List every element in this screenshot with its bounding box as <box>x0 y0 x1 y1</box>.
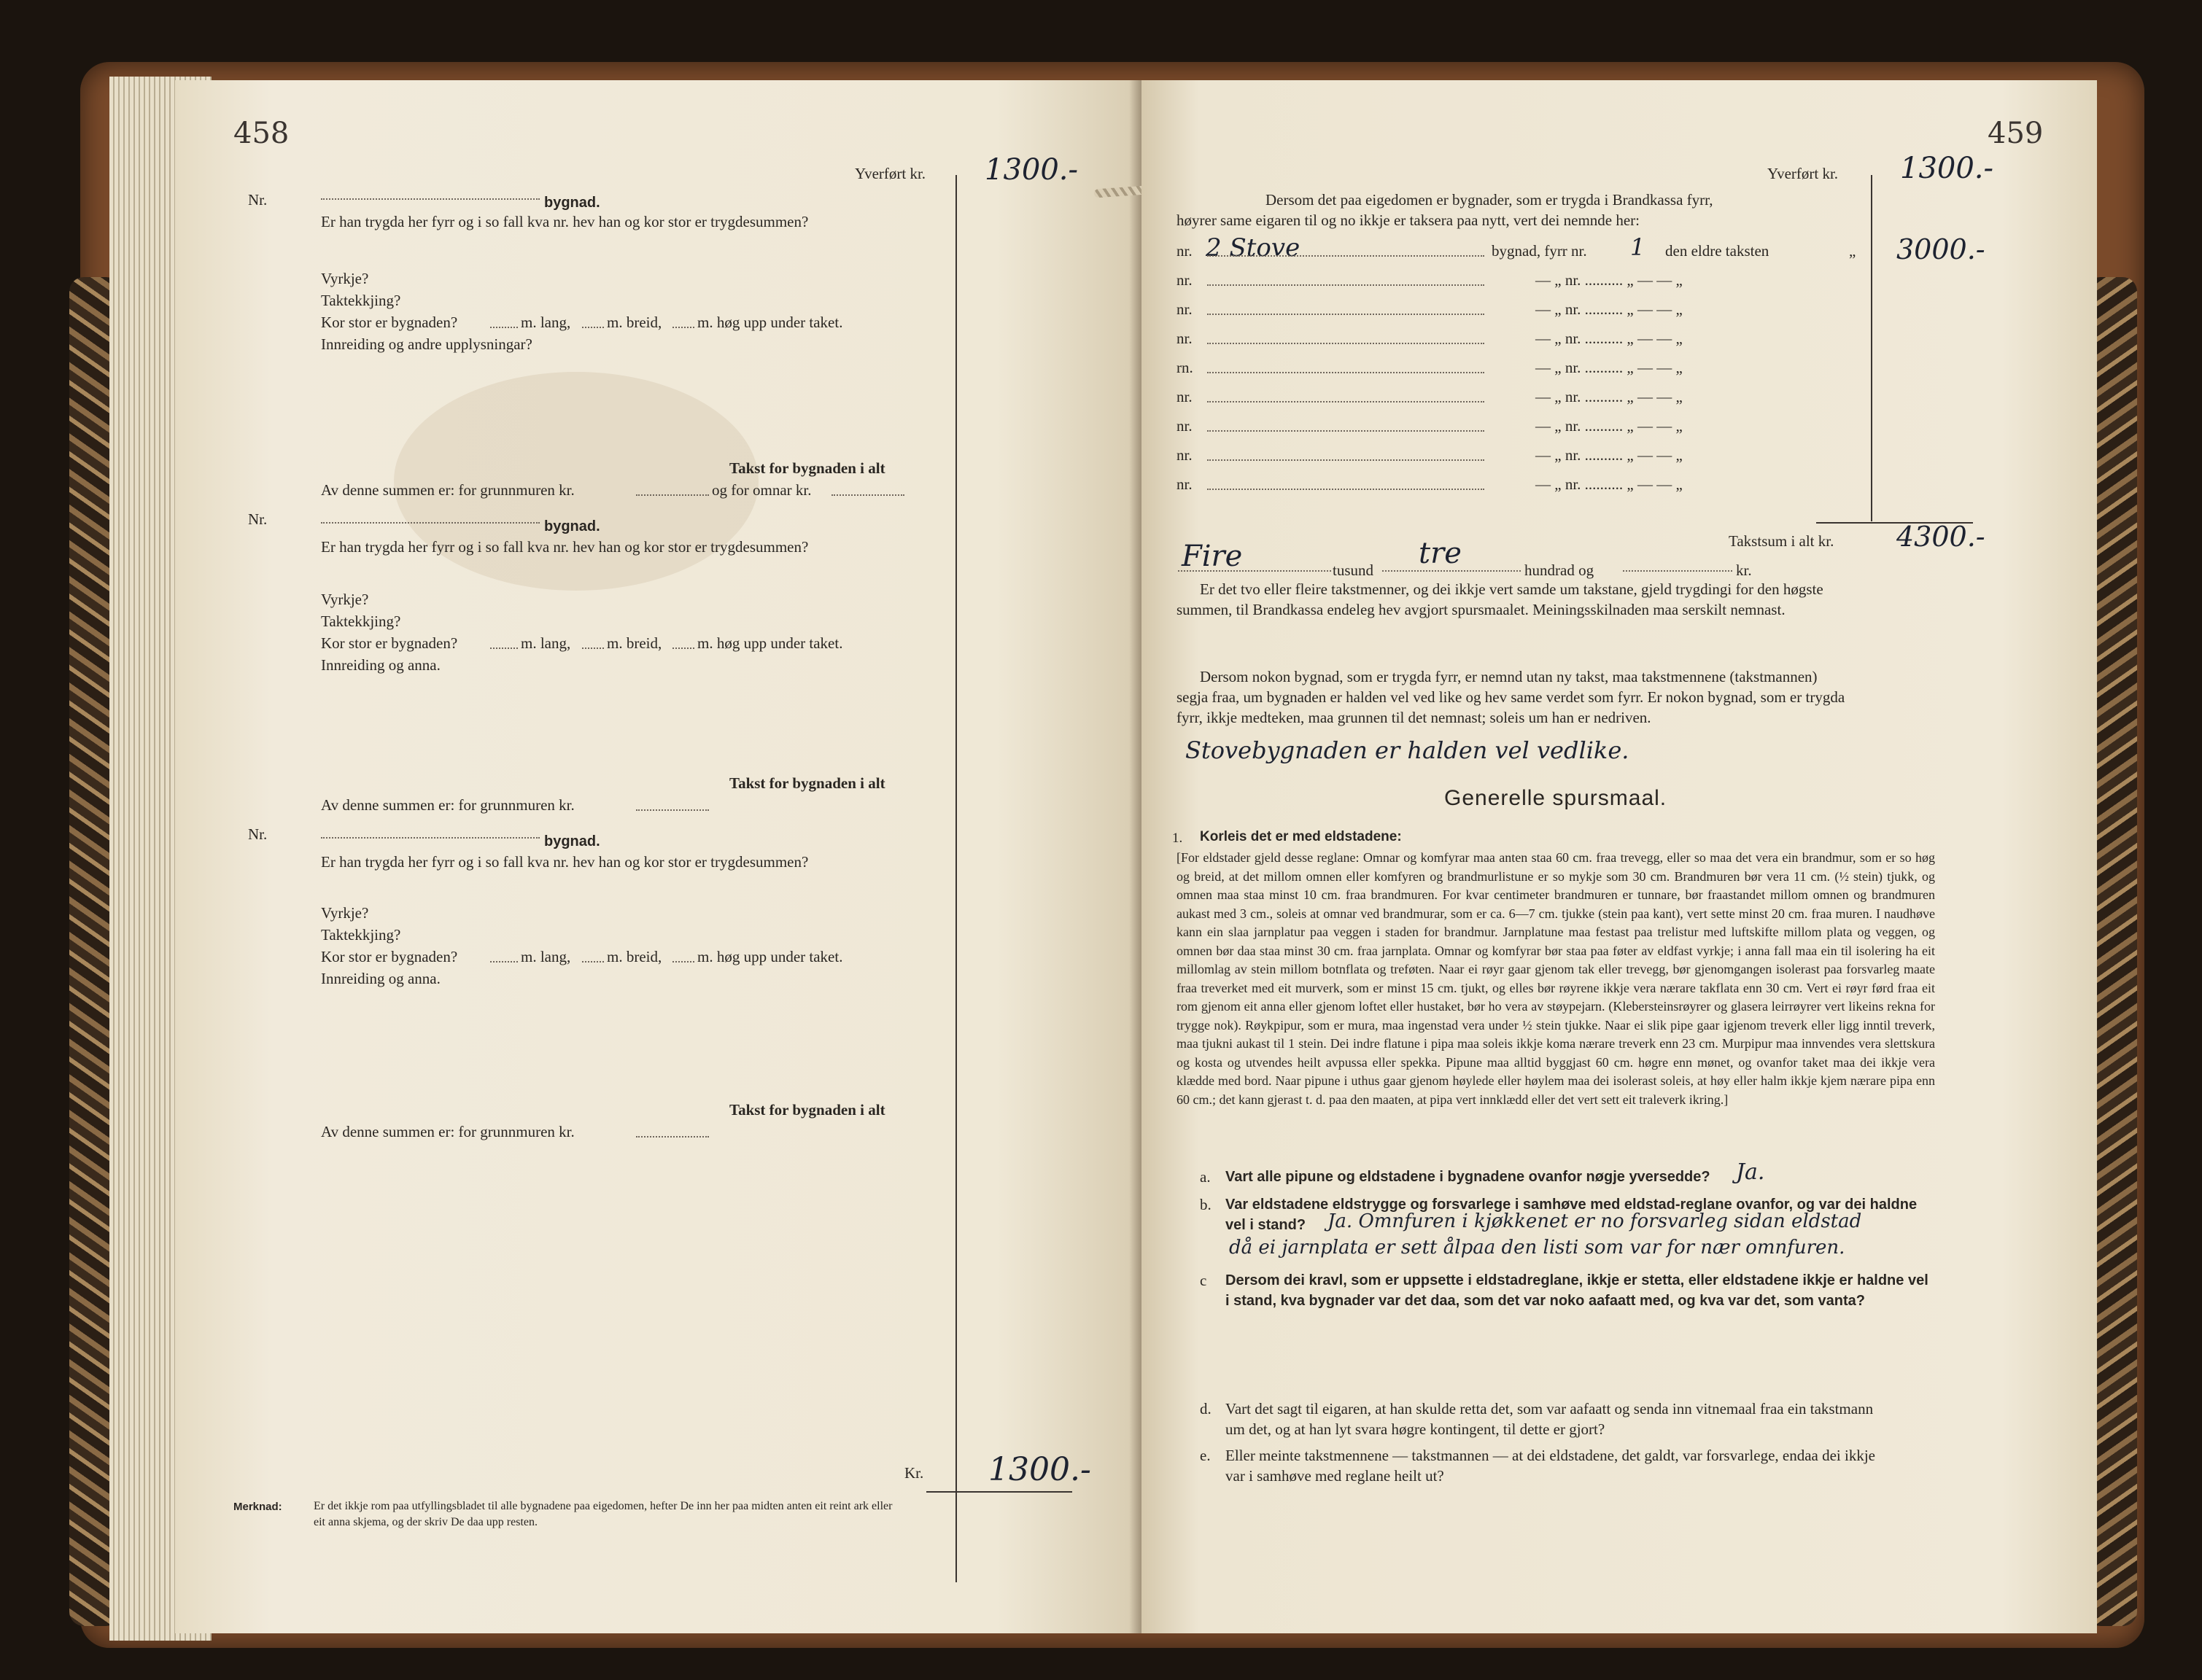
maintenance-line-1: Dersom nokon bygnad, som er trygda fyrr, er nemnd utan ny takst, maa takstmennene (takstmannen) <box>1200 668 1818 685</box>
qc-text-2: i stand, kva bygnader var det daa, som det var noko aafaatt med, og kva var det, som vanta? <box>1225 1293 1865 1309</box>
size-prefix: Kor stor er bygnaden? <box>321 948 458 965</box>
size-long: m. lang, <box>521 314 571 331</box>
insured-question: Er han trygda her fyrr og i so fall kva nr. hev han og kor stor er trygdesummen? <box>321 853 809 871</box>
right-page <box>1141 80 2097 1633</box>
qb-answer-1: Ja. Omnfuren i kjøkkenet er no forsvarleg sidan eldstad <box>1327 1210 1862 1232</box>
row-building-label: bygnad, fyrr nr. <box>1492 242 1587 260</box>
thousands-line <box>1178 570 1331 572</box>
interior-label: Innreiding og andre upplysningar? <box>321 335 532 353</box>
building-label: bygnad. <box>544 518 600 534</box>
blank-row-marks: — „ nr. .......... „ — — „ <box>1535 388 1683 405</box>
carried-over-value: 1300.- <box>1900 152 1994 185</box>
qc-text-1: Dersom dei kravl, som er uppsette i eldstadreglane, ikkje er stetta, eller eldstadene ikkje er haldne vel <box>1225 1272 1928 1288</box>
row-value: 3000.- <box>1896 233 1985 265</box>
nr-label: Nr. <box>248 191 268 209</box>
general-questions-heading: Generelle spursmaal. <box>1444 786 1667 810</box>
blank-row-label: nr. <box>1176 446 1193 464</box>
sum-label: Takstsum i alt kr. <box>1729 532 1834 550</box>
blank-row-line <box>1207 343 1484 344</box>
q1-title: Korleis det er med eldstadene: <box>1200 829 1402 844</box>
kr-label: kr. <box>1736 561 1752 579</box>
breakdown-prefix: Av denne summen er: for grunnmuren kr. <box>321 1123 575 1140</box>
blank-row-label: nr. <box>1176 388 1193 405</box>
blank-row-line <box>1207 430 1484 432</box>
tusund-label: tusund <box>1333 561 1374 579</box>
qa-answer: Ja. <box>1736 1159 1765 1185</box>
total-value: 1300.- <box>988 1451 1091 1488</box>
nr-label: Nr. <box>248 510 268 528</box>
intro-line-1: Dersom det paa eigedomen er bygnader, som er trygda i Brandkassa fyrr, <box>1265 191 1713 209</box>
size-wide: m. breid, <box>607 314 662 331</box>
note-label: Merknad: <box>233 1501 282 1513</box>
blank-row-line <box>1207 372 1484 373</box>
size-wide: m. breid, <box>607 634 662 652</box>
length-line <box>490 327 518 328</box>
sum-value: 4300.- <box>1896 521 1985 553</box>
blank-row-marks: — „ nr. .......... „ — — „ <box>1535 359 1683 376</box>
carried-over-label: Yverført kr. <box>855 165 926 182</box>
qc-letter: c <box>1200 1272 1207 1289</box>
stove-line <box>831 494 904 496</box>
qa-text: Vart alle pipune og eldstadene i bygnadene ovanfor nøgje yversedde? <box>1225 1169 1710 1185</box>
breakdown-prefix: Av denne summen er: for grunnmuren kr. <box>321 481 575 499</box>
qb-answer-2: då ei jarnplata er sett ålpaa den listi som var for nær omnfuren. <box>1229 1237 1845 1259</box>
qb-letter: b. <box>1200 1196 1212 1213</box>
width-line <box>582 327 604 328</box>
total-label: Takst for bygnaden i alt <box>729 459 885 477</box>
size-long: m. lang, <box>521 634 571 652</box>
disagreement-line-2: summen, til Brandkassa endeleg hev avgjort spursmaalet. Meiningsskilnaden maa serskilt nemnast. <box>1176 601 1786 618</box>
page-number-left: 458 <box>233 117 290 150</box>
wall-label: Vyrkje? <box>321 591 369 608</box>
blank-row-marks: — „ nr. .......... „ — — „ <box>1535 417 1683 435</box>
nr-label: Nr. <box>248 825 268 843</box>
interior-label: Innreiding og anna. <box>321 656 441 674</box>
row-building-name: 2 Stove <box>1206 233 1300 262</box>
maintenance-line-3: fyrr, ikkje medteken, maa grunnen til det nemnast; soleis um han er nedriven. <box>1176 709 1651 726</box>
height-line <box>672 961 694 962</box>
row-nr-label: nr. <box>1176 242 1193 260</box>
building-label: bygnad. <box>544 195 600 211</box>
qb-text-1: Var eldstadene eldstrygge og forsvarlege i samhøve med eldstad-reglane ovanfor, og var dei haldne <box>1225 1197 1918 1213</box>
note-text-1: Er det ikkje rom paa utfyllingsbladet til alle bygnadene paa eigedomen, hefter De inn her paa midten anten eit reint ark eller <box>314 1500 893 1512</box>
building-label: bygnad. <box>544 833 600 849</box>
length-line <box>490 961 518 962</box>
height-line <box>672 327 694 328</box>
hundrad-label: hundrad og <box>1524 561 1594 579</box>
carried-over-value: 1300.- <box>985 153 1079 187</box>
amount-column-divider <box>1871 175 1872 521</box>
kr-line <box>1623 570 1732 572</box>
blank-row-line <box>1207 459 1484 461</box>
size-high: m. høg upp under taket. <box>697 314 843 331</box>
row-quote-mark: „ <box>1849 242 1856 260</box>
fireplace-regulations: [For eldstader gjeld desse reglane: Omnar og komfyrar maa anten staa 60 cm. fraa trevegg, eller so maa det vera ein brandmur, som er so høg og breid, at det millom omnen eller komfyren og brandmurlistune er so mykje som 30 cm. Brandmuren bør vera 11 cm. (½ stein) tjukk, og omnen maa staa minst 10 cm. fraa brandmuren. For kvar centimeter brandmuren er tunnare, bør fraastandet millom omnen og brandmuren aukast med 3 cm., soleis at omnar ved brandmurar, som er ca. 6—7 cm. tjukke (stein paa kant), vert sette minst 20 cm. fraa muren. I naudhøve kann ein slaa jarnplatur paa veggen i staden for brandmur. Jarnplatune maa festast paa trelistur med luftskifte millom plata og veggen, og omnen bør daa staa minst 30 cm. fraa jarnplata. Omnar og komfyrar bør staa paa føter av eldfast vyrkje; i anna fall maa ein til isolering ha eit millomlag av stein millom botnflata og treføten. Naar ei røyr gaar gjenom tak eller trevegg, bør gjenomgangen isolerast paa forsvarleg maate fraa treverket med eit murverk, som er minst 15 cm. tjukt, og elles bør røyrene ikkje vera nærare takflata enn 30 cm. Vert ei røyr førd fraa eit rom gjenom eit anna eller gjenom loftet eller hustaket, bør ho vera av støypejarn. (Klebersteinsrøyrer og glasera leirrøyrer vert likeins rekna for trygge nok). Røykpipur, som er mura, maa ingenstad vera under ½ stein tjukke. Naar ei slik pipe gaar igjenom treverk eller ligg inntil treverk, maa tjukni aukast til 1 stein. Dei indre flatune i pipa maa soleis ikkje koma nærare treverk enn 23 cm. Murpipur maa innvendes vera slettskura og kosta og utvendes heilt avpussa eller spekka. Pipune maa alltid byggjast 60 cm. høgre enn mønet, og ovanfor taket maa dei ikkje vera klædde med bord. Naar pipune i uthus gaar gjenom høylede eller høylem maa dei isolerast soleis, at høy eller halm ikkje kjem nærare pipa enn 60 cm.; det kann gjerast t. d. paa den maaten, at pipa vert innklædd eller det vert sett eit traleverk ikring.] <box>1176 850 1935 1107</box>
foundation-line <box>636 494 709 496</box>
row-name-line <box>1207 255 1484 257</box>
size-high: m. høg upp under taket. <box>697 634 843 652</box>
blank-row-marks: — „ nr. .......... „ — — „ <box>1535 446 1683 464</box>
qd-text-1: Vart det sagt til eigaren, at han skulde retta det, som var aafaatt og senda inn vitnemaal fraa ein takstmann <box>1225 1400 1874 1418</box>
blank-row-label: nr. <box>1176 300 1193 318</box>
disagreement-line-1: Er det tvo eller fleire takstmenner, og dei ikkje vert samde um takstane, gjeld trygdingi for den høgste <box>1200 580 1823 598</box>
carried-over-label: Yverført kr. <box>1767 165 1839 182</box>
size-wide: m. breid, <box>607 948 662 965</box>
width-line <box>582 961 604 962</box>
size-prefix: Kor stor er bygnaden? <box>321 314 458 331</box>
handwritten-maintenance-note: Stovebygnaden er halden vel vedlike. <box>1185 736 1629 764</box>
blank-row-marks: — „ nr. .......... „ — — „ <box>1535 475 1683 493</box>
total-label: Takst for bygnaden i alt <box>729 1101 885 1119</box>
qe-letter: e. <box>1200 1447 1211 1464</box>
page-number-right: 459 <box>1988 117 2044 150</box>
total-label: Takst for bygnaden i alt <box>729 774 885 792</box>
blank-row-marks: — „ nr. .......... „ — — „ <box>1535 271 1683 289</box>
size-prefix: Kor stor er bygnaden? <box>321 634 458 652</box>
blank-row-label: nr. <box>1176 475 1193 493</box>
blank-row-label: rn. <box>1176 359 1193 376</box>
size-long: m. lang, <box>521 948 571 965</box>
qe-text-1: Eller meinte takstmennene — takstmannen — at dei eldstadene, det galdt, var forsvarlege, endaa dei ikkje <box>1225 1447 1876 1464</box>
blank-row-label: nr. <box>1176 271 1193 289</box>
building-name-line <box>321 837 540 839</box>
insured-question: Er han trygda her fyrr og i so fall kva nr. hev han og kor stor er trygdesummen? <box>321 213 809 230</box>
qe-text-2: var i samhøve med reglane heilt ut? <box>1225 1467 1444 1485</box>
foundation-line <box>636 1136 709 1138</box>
blank-row-marks: — „ nr. .......... „ — — „ <box>1535 300 1683 318</box>
row-old-nr: 1 <box>1630 233 1645 261</box>
blank-row-line <box>1207 401 1484 402</box>
building-name-line <box>321 522 540 524</box>
width-line <box>582 648 604 649</box>
qd-letter: d. <box>1200 1400 1212 1418</box>
roof-label: Taktekkjing? <box>321 926 401 944</box>
interior-label: Innreiding og anna. <box>321 970 441 987</box>
amount-column-divider <box>955 175 957 1582</box>
row-old-value-label: den eldre taksten <box>1665 242 1769 260</box>
size-high: m. høg upp under taket. <box>697 948 843 965</box>
blank-row-line <box>1207 489 1484 490</box>
insured-question: Er han trygda her fyrr og i so fall kva nr. hev han og kor stor er trygdesummen? <box>321 538 809 556</box>
q1-number: 1. <box>1172 831 1183 846</box>
blank-row-marks: — „ nr. .......... „ — — „ <box>1535 330 1683 347</box>
intro-line-2: høyrer same eigaren til og no ikkje er taksera paa nytt, vert dei nemnde her: <box>1176 211 1640 229</box>
blank-row-label: nr. <box>1176 330 1193 347</box>
qb-text-2: vel i stand? <box>1225 1217 1306 1233</box>
note-text-2: eit anna skjema, og der skriv De daa upp resten. <box>314 1516 538 1528</box>
building-name-line <box>321 198 540 200</box>
foundation-line <box>636 809 709 811</box>
qd-text-2: um det, og at han lyt svara høgre kontingent, til dette er gjort? <box>1225 1420 1605 1438</box>
sum-words-hundreds: tre <box>1419 537 1462 570</box>
breakdown-suffix: og for omnar kr. <box>712 481 812 499</box>
wall-label: Vyrkje? <box>321 904 369 922</box>
blank-row-label: nr. <box>1176 417 1193 435</box>
maintenance-line-2: segja fraa, um bygnaden er halden vel ved like og hev same verdet som fyrr. Er nokon bygnad, som er trygda <box>1176 688 1845 706</box>
roof-label: Taktekkjing? <box>321 292 401 309</box>
roof-label: Taktekkjing? <box>321 612 401 630</box>
blank-row-line <box>1207 314 1484 315</box>
blank-row-line <box>1207 284 1484 286</box>
hundreds-line <box>1382 570 1521 572</box>
wall-label: Vyrkje? <box>321 270 369 287</box>
left-page <box>175 80 1141 1633</box>
total-kr-label: Kr. <box>904 1464 924 1482</box>
height-line <box>672 648 694 649</box>
qa-letter: a. <box>1200 1168 1211 1186</box>
total-underline <box>926 1491 1072 1493</box>
length-line <box>490 648 518 649</box>
breakdown-prefix: Av denne summen er: for grunnmuren kr. <box>321 796 575 814</box>
sum-words-thousands: Fire <box>1182 540 1243 573</box>
